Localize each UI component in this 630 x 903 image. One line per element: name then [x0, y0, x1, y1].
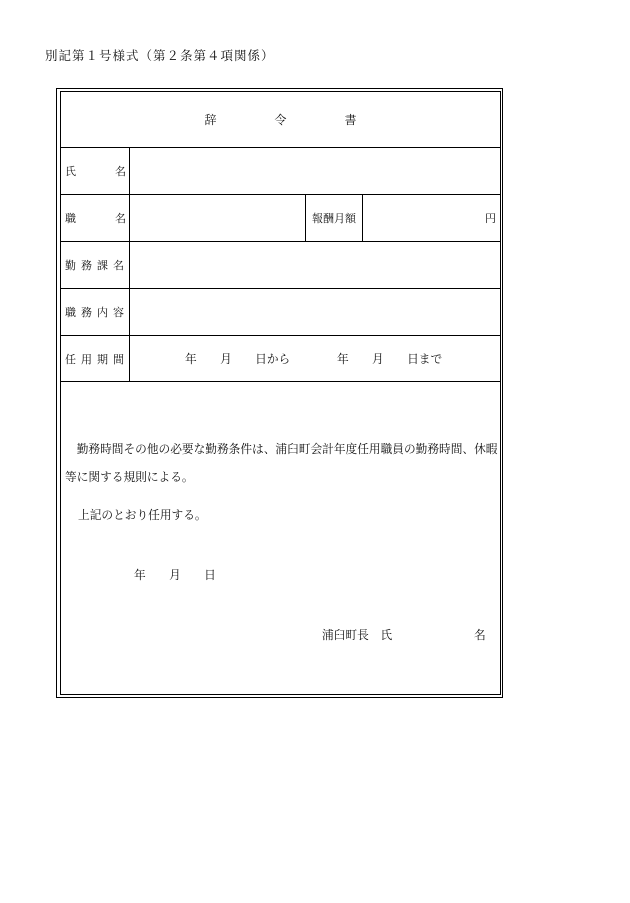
issue-date: 年 月 日: [134, 569, 216, 582]
position-row: [61, 194, 500, 241]
salary-unit: 円: [485, 213, 496, 225]
position-label-cell: [61, 195, 165, 241]
department-value-field: [130, 242, 500, 288]
form-reference: 別記第１号様式（第２条第４項関係）: [45, 49, 275, 63]
position-value-field: [130, 195, 306, 241]
name-label: 氏名: [65, 166, 165, 178]
monthly-salary-label: 報酬月額: [306, 195, 363, 241]
department-row: [61, 241, 500, 288]
duties-value-field: [130, 289, 500, 335]
appointment-document-table: [60, 91, 501, 695]
appointment-period-row: [61, 335, 500, 381]
document-body: [61, 381, 500, 694]
mayor-signature-line: 浦臼町長 氏 名: [322, 629, 486, 642]
duties-row: [61, 288, 500, 335]
period-label-cell: [61, 336, 130, 381]
name-label-cell: [61, 148, 165, 194]
appointment-statement: 上記のとおり任用する。: [78, 509, 207, 522]
department-label-cell: [61, 242, 130, 288]
department-label: 勤務課名: [65, 260, 129, 272]
title-row: [61, 92, 500, 147]
period-value: 年 月 日から 年 月 日まで: [185, 352, 443, 366]
duties-label-cell: [61, 289, 130, 335]
monthly-salary-field: [363, 195, 500, 241]
name-row: [61, 147, 500, 194]
duties-label: 職務内容: [65, 307, 129, 319]
period-label: 任用期間: [65, 353, 129, 366]
work-conditions-text: 勤務時間その他の必要な勤務条件は、浦臼町会計年度任用職員の勤務時間、休暇等に関する規則による。: [65, 443, 498, 484]
name-value-field: [130, 148, 500, 194]
document-title: 辞令書: [204, 113, 415, 127]
position-label: 職名: [65, 213, 165, 225]
